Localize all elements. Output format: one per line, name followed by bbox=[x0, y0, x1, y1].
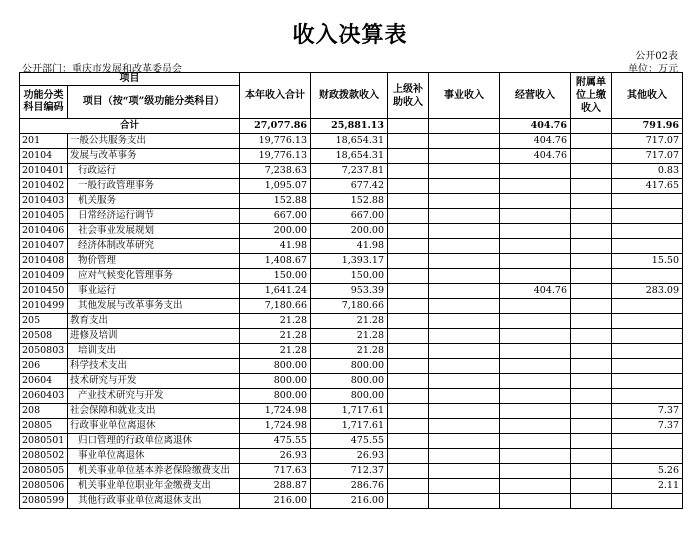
cell-business bbox=[429, 164, 500, 179]
table-row bbox=[20, 224, 683, 239]
cell-fiscal: 1,717.61 bbox=[311, 419, 388, 434]
cell-name: 科学技术支出 bbox=[68, 359, 240, 374]
header-item-name: 项目（按“项”级功能分类科目） bbox=[68, 86, 240, 119]
cell-subsidy bbox=[388, 329, 429, 344]
cell-subsidy bbox=[388, 419, 429, 434]
cell-subsidy bbox=[388, 449, 429, 464]
cell-total: 717.63 bbox=[240, 464, 311, 479]
cell-name: 机关事业单位职业年金缴费支出 bbox=[68, 479, 240, 494]
cell-business bbox=[429, 344, 500, 359]
cell-name: 事业单位离退休 bbox=[68, 449, 240, 464]
header-other: 其他收入 bbox=[612, 73, 683, 119]
cell-total: 475.55 bbox=[240, 434, 311, 449]
total-row bbox=[20, 119, 683, 134]
cell-name: 归口管理的行政单位离退休 bbox=[68, 434, 240, 449]
cell-fiscal: 677.42 bbox=[311, 179, 388, 194]
cell-name: 其他行政事业单位离退休支出 bbox=[68, 494, 240, 509]
cell-operating bbox=[500, 164, 571, 179]
cell-code: 20508 bbox=[20, 329, 68, 344]
cell-subsidy bbox=[388, 404, 429, 419]
cell-subsidy bbox=[388, 314, 429, 329]
cell-total: 152.88 bbox=[240, 194, 311, 209]
cell-code: 2010402 bbox=[20, 179, 68, 194]
cell-business bbox=[429, 179, 500, 194]
cell-business bbox=[429, 434, 500, 449]
cell-other bbox=[612, 344, 683, 359]
table-row bbox=[20, 479, 683, 494]
cell-fiscal: 1,393.17 bbox=[311, 254, 388, 269]
cell-total: 1,724.98 bbox=[240, 404, 311, 419]
cell-name: 一般行政管理事务 bbox=[68, 179, 240, 194]
cell-total: 1,408.67 bbox=[240, 254, 311, 269]
cell-subsidy bbox=[388, 254, 429, 269]
cell-fiscal: 18,654.31 bbox=[311, 149, 388, 164]
cell-name: 物价管理 bbox=[68, 254, 240, 269]
cell-affiliated bbox=[571, 359, 612, 374]
cell-operating bbox=[500, 404, 571, 419]
cell-code: 20604 bbox=[20, 374, 68, 389]
table-row bbox=[20, 434, 683, 449]
cell-other bbox=[612, 374, 683, 389]
cell-other bbox=[612, 329, 683, 344]
cell-affiliated bbox=[571, 299, 612, 314]
total-cell-total: 27,077.86 bbox=[240, 119, 311, 134]
cell-fiscal: 21.28 bbox=[311, 329, 388, 344]
cell-code: 2060403 bbox=[20, 389, 68, 404]
unit-label: 单位：万元 bbox=[628, 64, 678, 75]
cell-operating bbox=[500, 194, 571, 209]
table-row bbox=[20, 254, 683, 269]
cell-total: 7,180.66 bbox=[240, 299, 311, 314]
table-row bbox=[20, 164, 683, 179]
cell-affiliated bbox=[571, 254, 612, 269]
cell-operating bbox=[500, 464, 571, 479]
cell-subsidy bbox=[388, 239, 429, 254]
table-row bbox=[20, 179, 683, 194]
cell-operating: 404.76 bbox=[500, 149, 571, 164]
cell-operating bbox=[500, 344, 571, 359]
cell-name: 社会保障和就业支出 bbox=[68, 404, 240, 419]
cell-code: 2080501 bbox=[20, 434, 68, 449]
header-subsidy: 上级补助收入 bbox=[388, 73, 429, 119]
cell-operating bbox=[500, 449, 571, 464]
cell-subsidy bbox=[388, 149, 429, 164]
cell-business bbox=[429, 449, 500, 464]
total-cell-operating: 404.76 bbox=[500, 119, 571, 134]
cell-name: 培训支出 bbox=[68, 344, 240, 359]
total-cell-business bbox=[429, 119, 500, 134]
table-row bbox=[20, 194, 683, 209]
cell-name: 应对气候变化管理事务 bbox=[68, 269, 240, 284]
cell-subsidy bbox=[388, 389, 429, 404]
cell-code: 2010408 bbox=[20, 254, 68, 269]
cell-business bbox=[429, 329, 500, 344]
cell-business bbox=[429, 149, 500, 164]
cell-name: 其他发展与改革事务支出 bbox=[68, 299, 240, 314]
cell-other: 7.37 bbox=[612, 404, 683, 419]
cell-affiliated bbox=[571, 134, 612, 149]
cell-business bbox=[429, 209, 500, 224]
cell-affiliated bbox=[571, 224, 612, 239]
cell-other: 15.50 bbox=[612, 254, 683, 269]
cell-affiliated bbox=[571, 194, 612, 209]
cell-total: 200.00 bbox=[240, 224, 311, 239]
cell-code: 2010401 bbox=[20, 164, 68, 179]
cell-code: 2050803 bbox=[20, 344, 68, 359]
cell-fiscal: 150.00 bbox=[311, 269, 388, 284]
cell-other: 283.09 bbox=[612, 284, 683, 299]
cell-name: 机关事业单位基本养老保险缴费支出 bbox=[68, 464, 240, 479]
cell-name: 一般公共服务支出 bbox=[68, 134, 240, 149]
cell-other: 2.11 bbox=[612, 479, 683, 494]
cell-business bbox=[429, 269, 500, 284]
cell-other: 717.07 bbox=[612, 149, 683, 164]
cell-fiscal: 7,180.66 bbox=[311, 299, 388, 314]
cell-other: 417.65 bbox=[612, 179, 683, 194]
cell-total: 21.28 bbox=[240, 329, 311, 344]
cell-other bbox=[612, 389, 683, 404]
cell-code: 2080506 bbox=[20, 479, 68, 494]
cell-code: 2010405 bbox=[20, 209, 68, 224]
cell-code: 20104 bbox=[20, 149, 68, 164]
cell-total: 19,776.13 bbox=[240, 149, 311, 164]
cell-affiliated bbox=[571, 374, 612, 389]
cell-fiscal: 667.00 bbox=[311, 209, 388, 224]
cell-total: 667.00 bbox=[240, 209, 311, 224]
cell-fiscal: 475.55 bbox=[311, 434, 388, 449]
cell-operating bbox=[500, 389, 571, 404]
total-cell-fiscal: 25,881.13 bbox=[311, 119, 388, 134]
cell-other bbox=[612, 359, 683, 374]
department-label: 公开部门：重庆市发展和改革委员会 bbox=[22, 64, 182, 75]
cell-subsidy bbox=[388, 179, 429, 194]
header-item-group: 项目 bbox=[20, 73, 240, 86]
cell-business bbox=[429, 299, 500, 314]
cell-name: 进修及培训 bbox=[68, 329, 240, 344]
cell-total: 41.98 bbox=[240, 239, 311, 254]
cell-code: 2010406 bbox=[20, 224, 68, 239]
cell-total: 19,776.13 bbox=[240, 134, 311, 149]
cell-code: 2010450 bbox=[20, 284, 68, 299]
cell-operating bbox=[500, 329, 571, 344]
cell-other bbox=[612, 299, 683, 314]
cell-business bbox=[429, 224, 500, 239]
cell-fiscal: 41.98 bbox=[311, 239, 388, 254]
cell-affiliated bbox=[571, 239, 612, 254]
cell-affiliated bbox=[571, 404, 612, 419]
cell-name: 经济体制改革研究 bbox=[68, 239, 240, 254]
cell-business bbox=[429, 314, 500, 329]
cell-name: 发展与改革事务 bbox=[68, 149, 240, 164]
cell-business bbox=[429, 389, 500, 404]
table-row bbox=[20, 374, 683, 389]
cell-other bbox=[612, 494, 683, 509]
total-cell-subsidy bbox=[388, 119, 429, 134]
cell-total: 1,641.24 bbox=[240, 284, 311, 299]
table-row bbox=[20, 149, 683, 164]
cell-fiscal: 286.76 bbox=[311, 479, 388, 494]
cell-business bbox=[429, 479, 500, 494]
cell-other: 0.83 bbox=[612, 164, 683, 179]
cell-name: 行政运行 bbox=[68, 164, 240, 179]
cell-business bbox=[429, 464, 500, 479]
cell-total: 21.28 bbox=[240, 344, 311, 359]
cell-code: 2010403 bbox=[20, 194, 68, 209]
cell-subsidy bbox=[388, 374, 429, 389]
cell-code: 2080502 bbox=[20, 449, 68, 464]
cell-name: 教育支出 bbox=[68, 314, 240, 329]
cell-name: 技术研究与开发 bbox=[68, 374, 240, 389]
cell-subsidy bbox=[388, 464, 429, 479]
table-row bbox=[20, 464, 683, 479]
cell-fiscal: 800.00 bbox=[311, 389, 388, 404]
cell-operating bbox=[500, 224, 571, 239]
cell-affiliated bbox=[571, 329, 612, 344]
cell-name: 日常经济运行调节 bbox=[68, 209, 240, 224]
cell-total: 21.28 bbox=[240, 314, 311, 329]
cell-operating bbox=[500, 299, 571, 314]
cell-subsidy bbox=[388, 284, 429, 299]
cell-fiscal: 26.93 bbox=[311, 449, 388, 464]
cell-total: 1,724.98 bbox=[240, 419, 311, 434]
cell-total: 26.93 bbox=[240, 449, 311, 464]
cell-fiscal: 712.37 bbox=[311, 464, 388, 479]
cell-subsidy bbox=[388, 194, 429, 209]
cell-operating bbox=[500, 359, 571, 374]
cell-fiscal: 21.28 bbox=[311, 314, 388, 329]
cell-fiscal: 953.39 bbox=[311, 284, 388, 299]
cell-subsidy bbox=[388, 134, 429, 149]
cell-fiscal: 216.00 bbox=[311, 494, 388, 509]
cell-subsidy bbox=[388, 359, 429, 374]
header-affiliated: 附属单位上缴收入 bbox=[571, 73, 612, 119]
cell-business bbox=[429, 359, 500, 374]
cell-affiliated bbox=[571, 389, 612, 404]
cell-business bbox=[429, 134, 500, 149]
cell-operating bbox=[500, 494, 571, 509]
cell-affiliated bbox=[571, 284, 612, 299]
cell-total: 288.87 bbox=[240, 479, 311, 494]
header-business: 事业收入 bbox=[429, 73, 500, 119]
cell-affiliated bbox=[571, 419, 612, 434]
cell-other bbox=[612, 434, 683, 449]
income-table bbox=[19, 72, 683, 509]
cell-other bbox=[612, 239, 683, 254]
cell-other bbox=[612, 269, 683, 284]
cell-affiliated bbox=[571, 179, 612, 194]
cell-subsidy bbox=[388, 479, 429, 494]
cell-other: 5.26 bbox=[612, 464, 683, 479]
cell-operating bbox=[500, 269, 571, 284]
table-row bbox=[20, 449, 683, 464]
table-row bbox=[20, 389, 683, 404]
header-operating: 经营收入 bbox=[500, 73, 571, 119]
table-row bbox=[20, 269, 683, 284]
cell-name: 产业技术研究与开发 bbox=[68, 389, 240, 404]
cell-fiscal: 7,237.81 bbox=[311, 164, 388, 179]
table-row bbox=[20, 359, 683, 374]
cell-other bbox=[612, 314, 683, 329]
cell-code: 208 bbox=[20, 404, 68, 419]
cell-code: 2080599 bbox=[20, 494, 68, 509]
cell-business bbox=[429, 194, 500, 209]
cell-affiliated bbox=[571, 464, 612, 479]
header-fiscal: 财政拨款收入 bbox=[311, 73, 388, 119]
cell-operating bbox=[500, 374, 571, 389]
header-func-code: 功能分类科目编码 bbox=[20, 86, 68, 119]
cell-affiliated bbox=[571, 449, 612, 464]
cell-affiliated bbox=[571, 164, 612, 179]
cell-business bbox=[429, 494, 500, 509]
cell-affiliated bbox=[571, 344, 612, 359]
cell-fiscal: 21.28 bbox=[311, 344, 388, 359]
cell-affiliated bbox=[571, 314, 612, 329]
cell-code: 2010409 bbox=[20, 269, 68, 284]
cell-total: 150.00 bbox=[240, 269, 311, 284]
cell-operating: 404.76 bbox=[500, 284, 571, 299]
cell-total: 800.00 bbox=[240, 359, 311, 374]
cell-subsidy bbox=[388, 224, 429, 239]
cell-subsidy bbox=[388, 299, 429, 314]
cell-subsidy bbox=[388, 494, 429, 509]
table-row bbox=[20, 209, 683, 224]
table-row bbox=[20, 314, 683, 329]
cell-affiliated bbox=[571, 434, 612, 449]
table-row bbox=[20, 284, 683, 299]
cell-total: 216.00 bbox=[240, 494, 311, 509]
cell-other bbox=[612, 209, 683, 224]
cell-fiscal: 152.88 bbox=[311, 194, 388, 209]
total-label: 合计 bbox=[20, 119, 240, 134]
cell-code: 205 bbox=[20, 314, 68, 329]
cell-other bbox=[612, 224, 683, 239]
cell-operating bbox=[500, 179, 571, 194]
cell-operating bbox=[500, 419, 571, 434]
cell-business bbox=[429, 239, 500, 254]
cell-code: 2010407 bbox=[20, 239, 68, 254]
table-code: 公开02表 bbox=[635, 51, 678, 62]
table-row bbox=[20, 329, 683, 344]
cell-fiscal: 18,654.31 bbox=[311, 134, 388, 149]
cell-total: 1,095.07 bbox=[240, 179, 311, 194]
cell-fiscal: 200.00 bbox=[311, 224, 388, 239]
cell-affiliated bbox=[571, 494, 612, 509]
cell-other: 717.07 bbox=[612, 134, 683, 149]
cell-code: 2010499 bbox=[20, 299, 68, 314]
table-row bbox=[20, 404, 683, 419]
cell-business bbox=[429, 284, 500, 299]
table-row bbox=[20, 419, 683, 434]
table-row bbox=[20, 494, 683, 509]
cell-subsidy bbox=[388, 344, 429, 359]
cell-other bbox=[612, 449, 683, 464]
cell-business bbox=[429, 374, 500, 389]
cell-name: 行政事业单位离退休 bbox=[68, 419, 240, 434]
cell-operating bbox=[500, 209, 571, 224]
cell-affiliated bbox=[571, 209, 612, 224]
cell-affiliated bbox=[571, 149, 612, 164]
header-total-income: 本年收入合计 bbox=[240, 73, 311, 119]
table-row bbox=[20, 239, 683, 254]
cell-code: 206 bbox=[20, 359, 68, 374]
cell-total: 7,238.63 bbox=[240, 164, 311, 179]
cell-name: 社会事业发展规划 bbox=[68, 224, 240, 239]
cell-subsidy bbox=[388, 269, 429, 284]
cell-affiliated bbox=[571, 269, 612, 284]
total-cell-affiliated bbox=[571, 119, 612, 134]
cell-total: 800.00 bbox=[240, 389, 311, 404]
cell-business bbox=[429, 254, 500, 269]
cell-operating: 404.76 bbox=[500, 134, 571, 149]
cell-subsidy bbox=[388, 209, 429, 224]
cell-operating bbox=[500, 254, 571, 269]
cell-business bbox=[429, 404, 500, 419]
total-cell-other: 791.96 bbox=[612, 119, 683, 134]
table-row bbox=[20, 344, 683, 359]
cell-fiscal: 800.00 bbox=[311, 359, 388, 374]
cell-other: 7.37 bbox=[612, 419, 683, 434]
cell-code: 20805 bbox=[20, 419, 68, 434]
cell-fiscal: 1,717.61 bbox=[311, 404, 388, 419]
table-row bbox=[20, 134, 683, 149]
cell-business bbox=[429, 419, 500, 434]
cell-operating bbox=[500, 479, 571, 494]
cell-name: 机关服务 bbox=[68, 194, 240, 209]
page-title: 收入决算表 bbox=[292, 22, 408, 48]
cell-operating bbox=[500, 239, 571, 254]
cell-code: 2080505 bbox=[20, 464, 68, 479]
cell-code: 201 bbox=[20, 134, 68, 149]
cell-total: 800.00 bbox=[240, 374, 311, 389]
cell-fiscal: 800.00 bbox=[311, 374, 388, 389]
cell-name: 事业运行 bbox=[68, 284, 240, 299]
cell-operating bbox=[500, 314, 571, 329]
table-row bbox=[20, 299, 683, 314]
cell-other bbox=[612, 194, 683, 209]
cell-operating bbox=[500, 434, 571, 449]
cell-subsidy bbox=[388, 434, 429, 449]
cell-subsidy bbox=[388, 164, 429, 179]
cell-affiliated bbox=[571, 479, 612, 494]
